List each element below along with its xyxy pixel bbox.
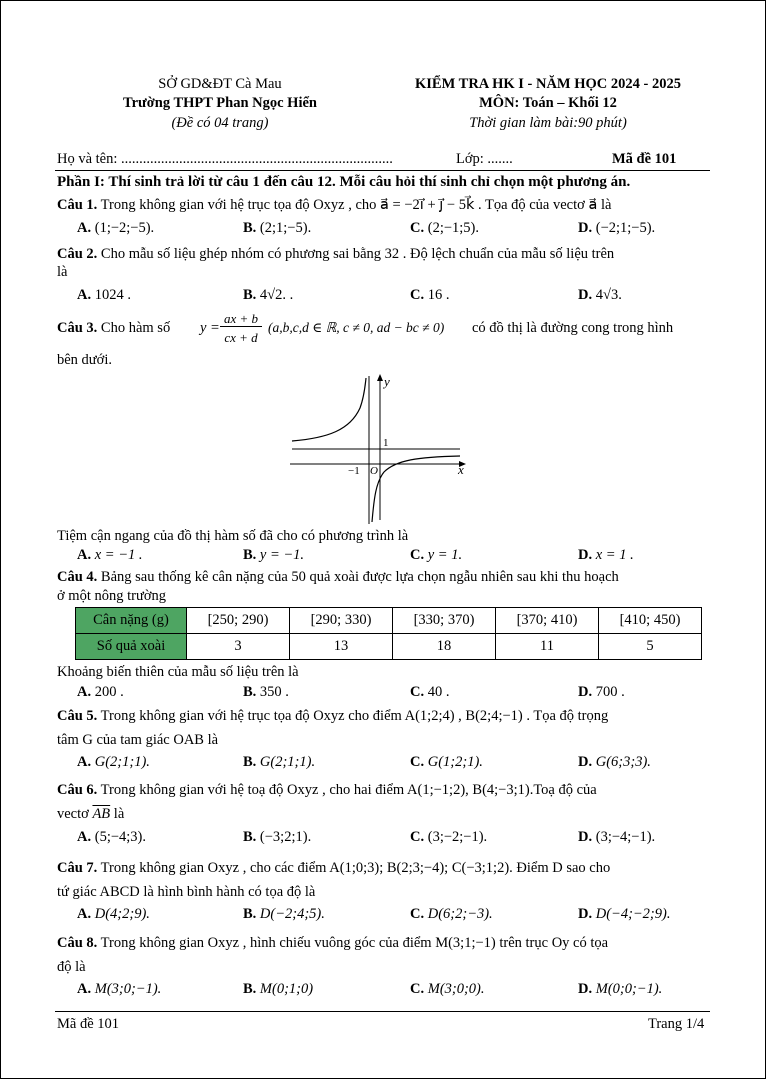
table-cell: 18 xyxy=(393,634,496,660)
left-branch xyxy=(292,378,366,441)
q1-option-a[interactable]: A. (1;−2;−5). xyxy=(77,220,155,236)
footer-rule xyxy=(55,1011,710,1012)
q6-option-d[interactable]: D. (3;−4;−1). xyxy=(578,829,656,845)
table-row xyxy=(76,608,702,634)
q4-option-b[interactable]: B. 350 . xyxy=(243,684,289,700)
q3-option-a[interactable]: A. x = −1 . xyxy=(77,547,143,563)
q4-label: Câu 4. xyxy=(57,569,98,585)
q6-text: Trong không gian với hệ toạ độ Oxyz , cho hai điểm A(1;−1;2), B(4;−3;1).Toạ độ của xyxy=(100,782,597,798)
q4-text-cont: ở một nông trường xyxy=(57,588,166,604)
right-branch xyxy=(372,456,460,522)
q4-question: Khoảng biến thiên của mẫu số liệu trên là xyxy=(57,664,299,680)
q7-text-cont: tứ giác ABCD là hình bình hành có tọa độ là xyxy=(57,884,316,900)
q3-option-d[interactable]: D. x = 1 . xyxy=(578,547,634,563)
table-cell: [370; 410) xyxy=(496,608,599,634)
q8-option-c[interactable]: C. M(3;0;0). xyxy=(410,981,485,997)
q6-label: Câu 6. xyxy=(57,782,98,798)
q4-option-c[interactable]: C. 40 . xyxy=(410,684,450,700)
q2-text: Cho mẫu số liệu ghép nhóm có phương sai bằng 32 . Độ lệch chuẩn của mẫu số liệu trên xyxy=(100,246,615,262)
pages-note: (Đề có 04 trang) xyxy=(171,115,269,131)
x-axis-label: x xyxy=(458,462,464,477)
exam-code: Mã đề 101 xyxy=(612,151,677,167)
q3-func-lhs: y = xyxy=(200,320,220,336)
q1-label: Câu 1. xyxy=(57,197,98,213)
q4-text: Bảng sau thống kê cân nặng của 50 quả xoài được lựa chọn ngẫu nhiên sau khi thu hoạch xyxy=(100,569,619,585)
page-number: Trang 1/4 xyxy=(648,1016,705,1032)
q1-text: Trong không gian với hệ trục tọa độ Oxyz , cho a⃗ = −2i⃗ + j⃗ − 5k⃗ . Tọa độ của vectơ a⃗ là xyxy=(100,197,612,213)
question-6 xyxy=(57,782,597,799)
table-cell: 5 xyxy=(599,634,702,660)
q5-option-d[interactable]: D. G(6;3;3). xyxy=(578,754,651,770)
exam-time: Thời gian làm bài:90 phút) xyxy=(469,115,627,131)
q3-label: Câu 3. xyxy=(57,320,98,336)
class-field: Lớp: ....... xyxy=(456,151,513,167)
table-cell: [410; 450) xyxy=(599,608,702,634)
question-3 xyxy=(57,320,170,337)
table-row-header: Cân nặng (g) xyxy=(76,608,187,634)
q5-label: Câu 5. xyxy=(57,708,98,724)
exam-title: KIỂM TRA HK I - NĂM HỌC 2024 - 2025 xyxy=(415,76,681,92)
q3-numerator: ax + b xyxy=(220,311,262,327)
q6-option-b[interactable]: B. (−3;2;1). xyxy=(243,829,312,845)
q3-option-c[interactable]: C. y = 1. xyxy=(410,547,463,563)
q4-option-a[interactable]: A. 200 . xyxy=(77,684,124,700)
function-graph xyxy=(288,370,468,526)
table-cell: 13 xyxy=(290,634,393,660)
q4-option-d[interactable]: D. 700 . xyxy=(578,684,625,700)
q5-text-cont: tâm G của tam giác OAB là xyxy=(57,732,219,748)
q7-option-c[interactable]: C. D(6;2;−3). xyxy=(410,906,493,922)
q5-text: Trong không gian với hệ trục tọa độ Oxyz cho điểm A(1;2;4) , B(2;4;−1) . Tọa độ trọng xyxy=(100,708,609,724)
q3-question: Tiệm cận ngang của đồ thị hàm số đã cho có phương trình là xyxy=(57,528,409,544)
q3-text-a: Cho hàm số xyxy=(100,320,171,336)
q5-option-b[interactable]: B. G(2;1;1). xyxy=(243,754,316,770)
q7-option-a[interactable]: A. D(4;2;9). xyxy=(77,906,150,922)
q3-option-b[interactable]: B. y = −1. xyxy=(243,547,305,563)
table-cell: [250; 290) xyxy=(187,608,290,634)
q3-condition: (a,b,c,d ∈ ℝ, c ≠ 0, ad − bc ≠ 0) xyxy=(268,320,445,335)
q2-option-b[interactable]: B. 4√2. . xyxy=(243,287,294,303)
q1-option-b[interactable]: B. (2;1;−5). xyxy=(243,220,312,236)
q1-option-c[interactable]: C. (2;−1;5). xyxy=(410,220,480,236)
question-1 xyxy=(57,197,611,214)
q8-text-cont: độ là xyxy=(57,959,86,975)
q5-option-a[interactable]: A. G(2;1;1). xyxy=(77,754,150,770)
q2-text-cont: là xyxy=(57,264,68,280)
q8-label: Câu 8. xyxy=(57,935,98,951)
y-axis-label: y xyxy=(384,374,390,389)
vector-ab: $\overline{AB}$ xyxy=(92,806,111,822)
q6-text-cont: vectơ $\overline{AB}$ là xyxy=(57,806,125,822)
question-5 xyxy=(57,708,608,725)
table-cell: [330; 370) xyxy=(393,608,496,634)
q8-option-a[interactable]: A. M(3;0;−1). xyxy=(77,981,162,997)
footer-code: Mã đề 101 xyxy=(57,1016,120,1032)
dept-name: SỞ GD&ĐT Cà Mau xyxy=(158,76,282,92)
weight-table xyxy=(75,607,702,660)
header-rule xyxy=(55,170,710,171)
q8-option-b[interactable]: B. M(0;1;0) xyxy=(243,981,314,997)
origin-label: O xyxy=(370,465,378,477)
question-2 xyxy=(57,246,614,263)
q1-option-d[interactable]: D. (−2;1;−5). xyxy=(578,220,656,236)
table-cell: 11 xyxy=(496,634,599,660)
q2-label: Câu 2. xyxy=(57,246,98,262)
q6-option-a[interactable]: A. (5;−4;3). xyxy=(77,829,147,845)
question-7 xyxy=(57,860,610,877)
q2-option-c[interactable]: C. 16 . xyxy=(410,287,450,303)
table-row-header: Số quả xoài xyxy=(76,634,187,660)
table-cell: [290; 330) xyxy=(290,608,393,634)
q2-option-d[interactable]: D. 4√3. xyxy=(578,287,622,303)
q8-text: Trong không gian Oxyz , hình chiếu vuông góc của điểm M(3;1;−1) trên trục Oy có tọa xyxy=(100,935,609,951)
table-row xyxy=(76,634,702,660)
q8-option-d[interactable]: D. M(0;0;−1). xyxy=(578,981,663,997)
q3-text-cont: bên dưới. xyxy=(57,352,112,368)
question-4 xyxy=(57,569,619,586)
q7-label: Câu 7. xyxy=(57,860,98,876)
q3-denominator: cx + d xyxy=(224,330,258,345)
q6-option-c[interactable]: C. (3;−2;−1). xyxy=(410,829,488,845)
one-label: 1 xyxy=(383,437,389,449)
neg-one-label: −1 xyxy=(348,465,360,477)
name-field: Họ và tên: ........................................................................... xyxy=(57,151,393,167)
q7-option-b[interactable]: B. D(−2;4;5). xyxy=(243,906,325,922)
q5-option-c[interactable]: C. G(1;2;1). xyxy=(410,754,483,770)
q3-text-b: có đồ thị là đường cong trong hình xyxy=(472,320,674,336)
part-heading: Phần I: Thí sinh trả lời từ câu 1 đến câu 12. Mỗi câu hỏi thí sinh chỉ chọn một phương án. xyxy=(57,174,631,190)
y-axis-arrow-icon xyxy=(377,374,383,381)
school-name: Trường THPT Phan Ngọc Hiển xyxy=(123,95,317,111)
question-8 xyxy=(57,935,608,952)
q2-option-a[interactable]: A. 1024 . xyxy=(77,287,131,303)
q7-option-d[interactable]: D. D(−4;−2;9). xyxy=(578,906,671,922)
table-cell: 3 xyxy=(187,634,290,660)
q7-text: Trong không gian Oxyz , cho các điểm A(1;0;3); B(2;3;−4); C(−3;1;2). Điểm D sao cho xyxy=(100,860,611,876)
subject: MÔN: Toán – Khối 12 xyxy=(479,95,617,111)
